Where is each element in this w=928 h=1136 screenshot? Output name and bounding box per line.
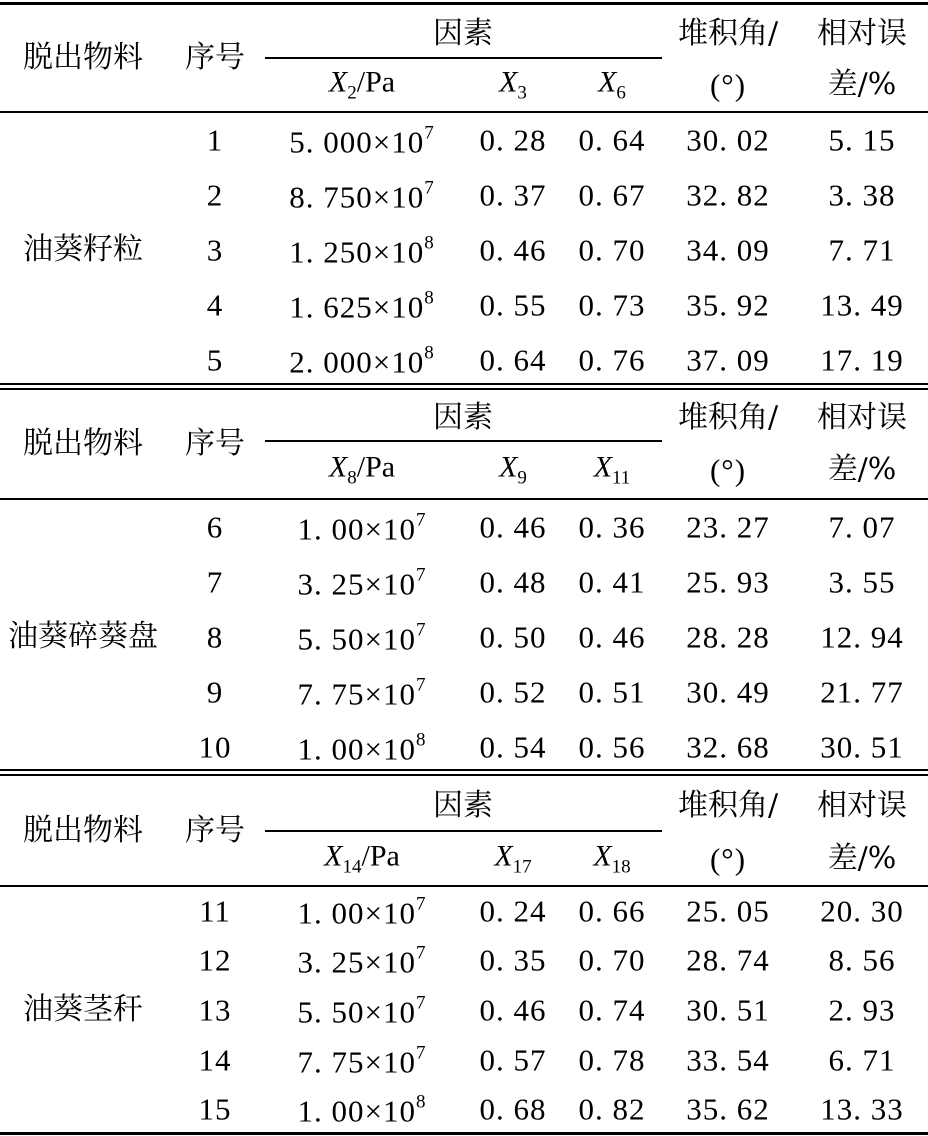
repose-angle-value: 25. 05 [686,893,770,929]
row-index: 15 [198,1091,232,1127]
factor-variable-header: $X_9$ [499,450,527,489]
factor-value: 0. 36 [578,509,646,545]
relative-error-value: 6. 71 [828,1042,896,1078]
factor-value: 0. 76 [578,342,646,378]
error-column-header: 相对误 [817,788,907,823]
factor-value: 0. 64 [479,342,547,378]
section-divider-rule [0,769,928,771]
relative-error-value: 3. 38 [828,177,896,213]
factor-variable-header: $X_3$ [499,65,527,104]
factor-value: 0. 66 [578,893,646,929]
relative-error-value: 5. 15 [828,122,896,158]
row-index: 11 [199,893,231,929]
row-index: 1 [206,122,224,158]
repose-angle-value: 28. 74 [686,942,770,978]
row-index: 2 [206,177,224,213]
repose-angle-value: 33. 54 [686,1042,770,1078]
repose-angle-value: 35. 62 [686,1091,770,1127]
repose-angle-value: 28. 28 [686,619,770,655]
factor-value: 0. 46 [578,619,646,655]
relative-error-value: 13. 33 [820,1091,904,1127]
repose-angle-value: 23. 27 [686,509,770,545]
factor-value: 0. 70 [578,942,646,978]
factor-value: 0. 82 [578,1091,646,1127]
header-bottom-rule [0,498,928,500]
header-bottom-rule [0,885,928,887]
section-divider-rule [0,388,928,390]
factor-value: 0. 70 [578,232,646,268]
relative-error-value: 7. 07 [828,509,896,545]
error-column-header: 相对误 [817,400,907,435]
angle-column-header: 堆积角/ [677,16,779,51]
modulus-value: 1. $00\times 10^8$ [297,1091,427,1129]
factor-variable-header: $X_8/Pa$ [328,450,396,489]
row-index: 13 [198,992,232,1028]
repose-angle-value: 32. 68 [686,729,770,765]
factor-value: 0. 28 [479,122,547,158]
modulus-value: 1. $00\times 10^8$ [297,729,427,767]
factor-value: 0. 46 [479,509,547,545]
factor-value: 0. 51 [578,674,646,710]
table-top-rule [0,2,928,5]
factor-value: 0. 67 [578,177,646,213]
factor-value: 0. 46 [479,992,547,1028]
material-column-header: 脱出物料 [23,40,143,75]
factor-header-rule [265,57,662,59]
factor-value: 0. 68 [479,1091,547,1127]
factor-value: 0. 54 [479,729,547,765]
factor-value: 0. 73 [578,287,646,323]
relative-error-value: 3. 55 [828,564,896,600]
index-column-header: 序号 [185,813,245,848]
repose-angle-value: 25. 93 [686,564,770,600]
factor-variable-header: $X_{17}$ [494,839,532,878]
relative-error-value: 21. 77 [820,674,904,710]
factor-value: 0. 78 [578,1042,646,1078]
modulus-value: 5. $50\times 10^7$ [297,619,427,657]
material-name: 油葵茎秆 [23,992,143,1027]
header-bottom-rule [0,111,928,113]
angle-unit-label: (°) [709,841,747,877]
factor-group-header: 因素 [433,16,493,51]
modulus-value: 2. $000\times 10^8$ [289,342,435,380]
factor-value: 0. 46 [479,232,547,268]
factor-value: 0. 52 [479,674,547,710]
table-bottom-rule [0,1132,928,1135]
section-divider-rule [0,383,928,385]
material-name: 油葵碎葵盘 [8,619,158,654]
material-column-header: 脱出物料 [23,813,143,848]
relative-error-value: 13. 49 [820,287,904,323]
relative-error-value: 30. 51 [820,729,904,765]
factor-value: 0. 50 [479,619,547,655]
angle-column-header: 堆积角/ [677,788,779,823]
material-column-header: 脱出物料 [23,426,143,461]
modulus-value: 5. $50\times 10^7$ [297,992,427,1030]
modulus-value: 3. $25\times 10^7$ [297,564,427,602]
error-unit-label: 差/% [827,452,897,487]
row-index: 6 [206,509,224,545]
factor-variable-header: $X_6$ [598,65,626,104]
index-column-header: 序号 [185,426,245,461]
modulus-value: 8. $750\times 10^7$ [289,177,435,215]
repose-angle-value: 30. 49 [686,674,770,710]
row-index: 8 [206,619,224,655]
error-unit-label: 差/% [827,67,897,102]
modulus-value: 3. $25\times 10^7$ [297,942,427,980]
angle-unit-label: (°) [709,67,747,103]
relative-error-value: 20. 30 [820,893,904,929]
factor-group-header: 因素 [433,400,493,435]
factor-variable-header: $X_{14}/Pa$ [324,839,400,878]
angle-column-header: 堆积角/ [677,400,779,435]
repose-angle-value: 37. 09 [686,342,770,378]
angle-unit-label: (°) [709,452,747,488]
factor-group-header: 因素 [433,788,493,823]
relative-error-value: 12. 94 [820,619,904,655]
repose-angle-value: 32. 82 [686,177,770,213]
factor-value: 0. 57 [479,1042,547,1078]
error-unit-label: 差/% [827,841,897,876]
factor-value: 0. 35 [479,942,547,978]
factor-header-rule [265,440,662,442]
factor-value: 0. 55 [479,287,547,323]
factor-value: 0. 56 [578,729,646,765]
modulus-value: 7. $75\times 10^7$ [297,674,427,712]
row-index: 7 [206,564,224,600]
repose-angle-value: 35. 92 [686,287,770,323]
index-column-header: 序号 [185,40,245,75]
relative-error-value: 2. 93 [828,992,896,1028]
row-index: 9 [206,674,224,710]
modulus-value: 1. $625\times 10^8$ [289,287,435,325]
modulus-value: 5. $000\times 10^7$ [289,122,435,160]
factor-variable-header: $X_{11}$ [593,450,631,489]
factor-variable-header: $X_{18}$ [593,839,631,878]
modulus-value: 7. $75\times 10^7$ [297,1042,427,1080]
material-name: 油葵籽粒 [23,232,143,267]
row-index: 10 [198,729,232,765]
factor-value: 0. 41 [578,564,646,600]
factor-value: 0. 37 [479,177,547,213]
row-index: 4 [206,287,224,323]
factor-value: 0. 64 [578,122,646,158]
section-divider-rule [0,774,928,776]
modulus-value: 1. $00\times 10^7$ [297,509,427,547]
modulus-value: 1. $250\times 10^8$ [289,232,435,270]
factor-value: 0. 48 [479,564,547,600]
row-index: 5 [206,342,224,378]
relative-error-value: 17. 19 [820,342,904,378]
row-index: 12 [198,942,232,978]
repose-angle-value: 30. 02 [686,122,770,158]
factor-value: 0. 74 [578,992,646,1028]
repose-angle-value: 34. 09 [686,232,770,268]
row-index: 14 [198,1042,232,1078]
error-column-header: 相对误 [817,16,907,51]
modulus-value: 1. $00\times 10^7$ [297,893,427,931]
repose-angle-value: 30. 51 [686,992,770,1028]
factor-header-rule [265,830,662,832]
relative-error-value: 8. 56 [828,942,896,978]
row-index: 3 [206,232,224,268]
relative-error-value: 7. 71 [828,232,896,268]
factor-variable-header: $X_2/Pa$ [328,65,396,104]
factor-value: 0. 24 [479,893,547,929]
